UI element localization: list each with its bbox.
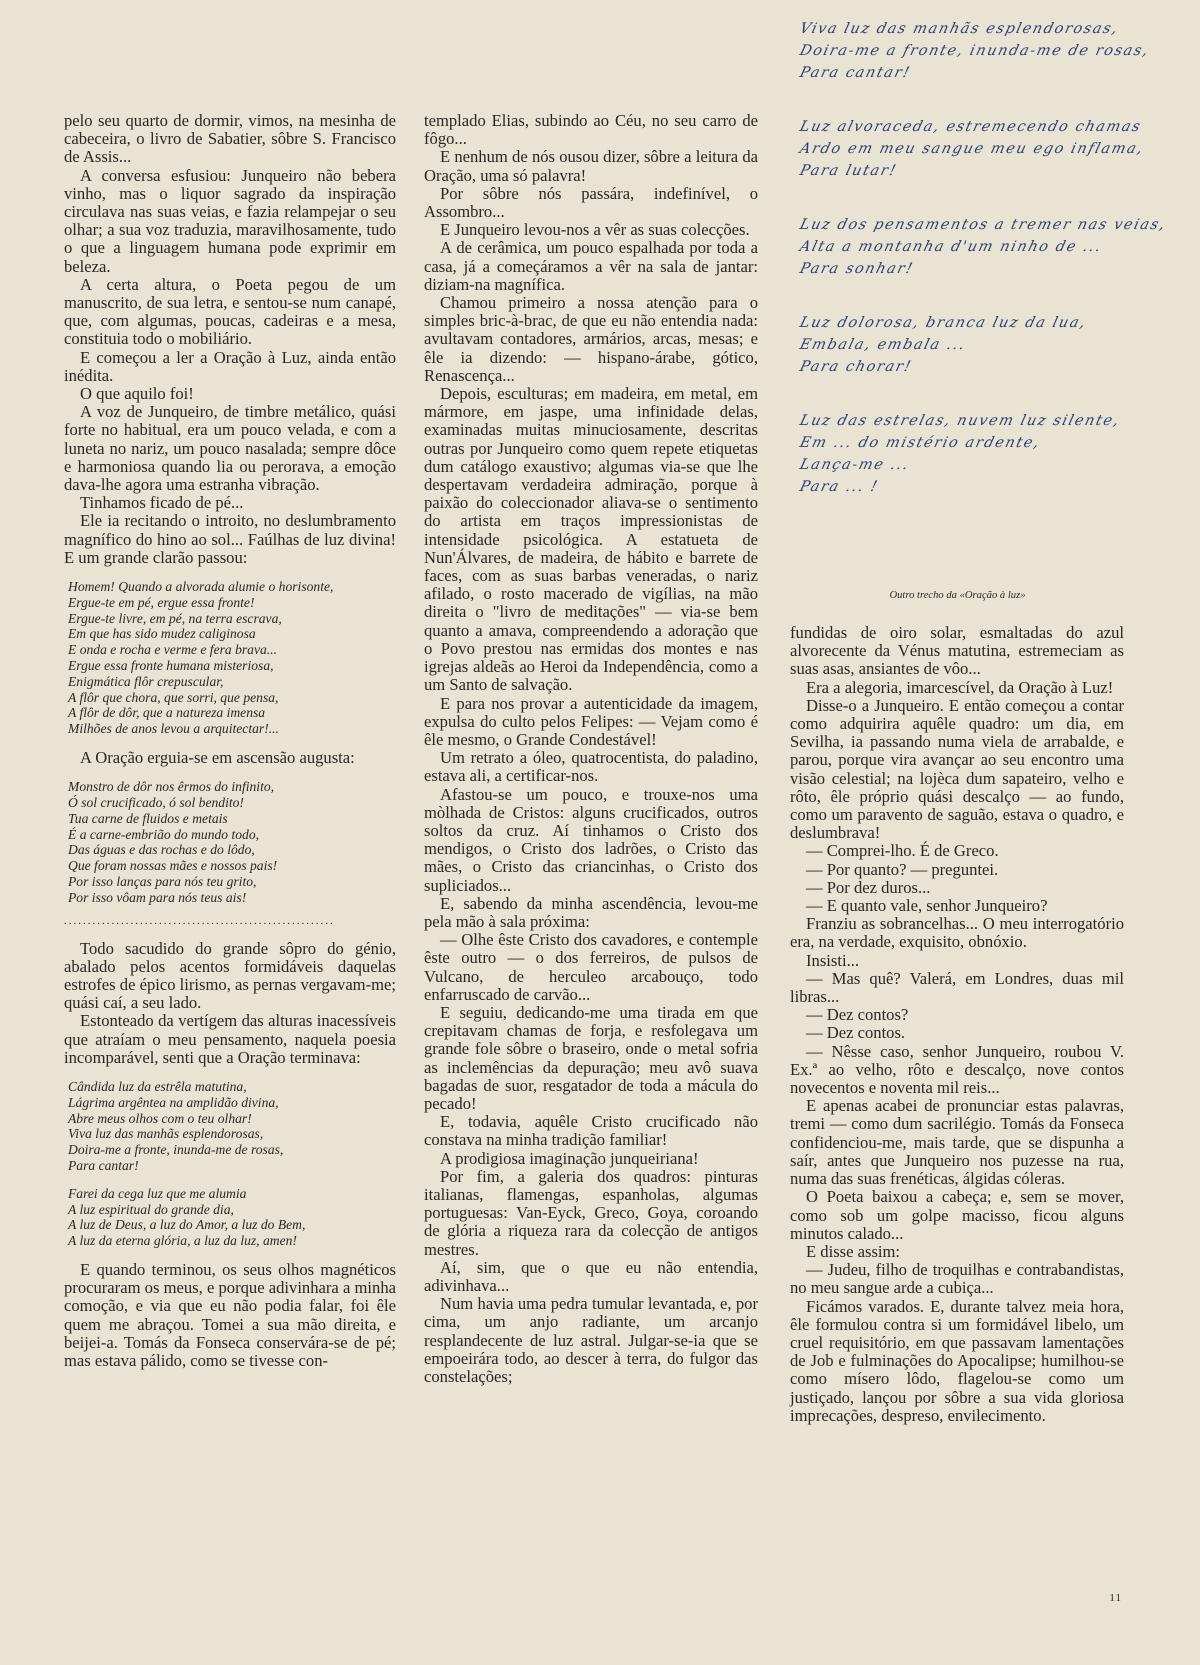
- verse-line: Farei da cega luz que me alumia: [68, 1185, 247, 1201]
- text-column-3: [790, 624, 1124, 1425]
- paragraph: Insisti...: [806, 950, 860, 970]
- paragraph: E, todavia, aquêle Cristo crucificado não constava na minha tradição familiar!: [424, 1112, 758, 1150]
- paragraph: Por fim, a galeria dos quadros: pinturas italianas, flamengas, espanholas, algumas portuguesas: Van-Eyck, Greco, Goya, coroando de glória a riqueza rara da colecção de antigos mestres.: [424, 1166, 758, 1259]
- handwritten-line: Alta a montanha d'um ninho de ...: [798, 239, 1104, 255]
- verse-line: Ergue-te livre, em pé, na terra escrava,: [68, 610, 282, 626]
- paragraph: Aí, sim, que o que eu não entendia, adivinhava...: [424, 1257, 758, 1295]
- handwritten-line: Em ... do mistério ardente,: [798, 435, 1043, 451]
- handwritten-line: Doira-me a fronte, inunda-me de rosas,: [798, 43, 1152, 59]
- paragraph: Tinhamos ficado de pé...: [80, 493, 244, 513]
- paragraph: — Judeu, filho de troquilhas e contrabandistas, no meu sangue arde a cubiça...: [790, 1260, 1124, 1298]
- paragraph: Ficámos varados. E, durante talvez meia hora, êle formulou contra si um formidável libelo, um cruel requisitório, em que passavam lamentações de Job e fulminações do Apocalipse; humilhou-se como mísero lôdo, flagelou-se como um justiçado, lançou por sôbre a sua vida gloriosa imprecações, despreso, envilecimento.: [790, 1296, 1124, 1425]
- verse-line: A flôr que chora, que sorri, que pensa,: [68, 689, 279, 705]
- verse-line: Monstro de dôr nos êrmos do infinito,: [68, 779, 275, 795]
- page-number: 11: [1109, 1592, 1122, 1604]
- poem-excerpt-4: [64, 1186, 396, 1249]
- handwritten-line: Ardo em meu sangue meu ego inflama,: [798, 141, 1146, 157]
- paragraph: E nenhum de nós ousou dizer, sôbre a leitura da Oração, uma só palavra!: [424, 147, 758, 185]
- poem-excerpt-2: [64, 779, 396, 905]
- paragraph: templado Elias, subindo ao Céu, no seu carro de fôgo...: [424, 111, 758, 149]
- handwritten-line: Luz alvoraceda, estremecendo chamas: [798, 119, 1144, 135]
- handwritten-line: Para chorar!: [798, 359, 914, 375]
- paragraph: Era a alegoria, imarcescível, da Oração à Luz!: [806, 677, 1114, 697]
- paragraph: E apenas acabei de pronunciar estas palavras, tremi — como dum sacrilégio. Tomás da Fonseca confidenciou-me, mais tarde, que se dispunha a saír, antes que Junqueiro nos puzesse na rua, numa das suas frenéticas, álgidas cóleras.: [790, 1096, 1124, 1189]
- paragraph: A prodigiosa imaginação junqueiriana!: [440, 1148, 699, 1168]
- verse-line: Viva luz das manhãs esplendorosas,: [68, 1126, 264, 1142]
- figure-caption: Outro trecho da «Oração à luz»: [889, 590, 1026, 601]
- handwritten-line: Viva luz das manhãs esplendorosas,: [798, 21, 1121, 37]
- verse-line: Ergue-te em pé, ergue essa fronte!: [68, 594, 255, 610]
- paragraph: Estonteado da vertígem das alturas inacessíveis que atraíam o meu pensamento, naquela poesia incomparável, senti que a Oração terminava:: [64, 1011, 396, 1067]
- verse-line: Ó sol crucificado, ó sol bendito!: [68, 795, 244, 811]
- text-column-1: [64, 112, 396, 1370]
- paragraph: Ele ia recitando o introito, no deslumbramento magnífico do hino ao sol... Faúlhas de luz divina! E um grande clarão passou:: [64, 511, 396, 567]
- paragraph: Depois, esculturas; em madeira, em metal, em mármore, em jaspe, uma infinidade delas, examinadas muitas minuciosamente, descritas outras por Junqueiro como quem repete etiquetas dum catálogo exaustivo; algumas via-se que lhe despertavam verdadeira admiração, porque à paixão do coleccionador aliava-se o sentimento do artista em traços impressionistas de intensidade psicológica. A estatueta de Nun'Álvares, de madeira, de hábito e barrete de faces, com as suas barbas veneradas, o nariz afilado, o rosto macerado de vigílias, na mão direita o "livro de meditações" — via-se bem quanto a amava, compreendendo a adoração que o Povo prestou nas ermidas dos montes e nas igrejas aldeãs ao Heroi da Independência, como a um Santo de salvação.: [424, 384, 758, 695]
- paragraph: A voz de Junqueiro, de timbre metálico, quási forte no habitual, era um pouco velada, e com a luneta no nariz, um pouco nasalada; sempre dôce e harmoniosa quando lia ou perorava, a emoção dava-lhe agora uma estranha vibração.: [64, 402, 396, 495]
- paragraph: Num havia uma pedra tumular levantada, e, por cima, um anjo radiante, um arcanjo resplandecente de luz astral. Julgar-se-ia que se empoeirára todo, ao descer à terra, do fulgor das constelações;: [424, 1294, 758, 1387]
- verse-line: Em que has sido mudez caliginosa: [68, 626, 256, 642]
- paragraph: O que aquilo foi!: [80, 384, 194, 404]
- verse-line: A luz de Deus, a luz do Amor, a luz do Bem,: [68, 1217, 306, 1233]
- paragraph: E, sabendo da minha ascendência, levou-me pela mão à sala próxima:: [424, 893, 758, 931]
- handwritten-line: Para sonhar!: [798, 261, 916, 277]
- paragraph: — Dez contos.: [806, 1023, 906, 1043]
- paragraph: — Nêsse caso, senhor Junqueiro, roubou V. Ex.ª ao velho, rôto e descalço, nove contos novecentos e noventa mil reis...: [790, 1041, 1124, 1098]
- paragraph: Chamou primeiro a nossa atenção para o simples bric-à-brac, de que eu não entendia nada: avultavam contadores, armários, arcas, mesas; e êle ia dizendo: — hispano-árabe, gótico, Renascença...: [424, 293, 758, 385]
- verse-line: E onda e rocha e verme e fera brava...: [68, 642, 278, 658]
- verse-line: É a carne-embrião do mundo todo,: [68, 826, 260, 842]
- paragraph: Disse-o a Junqueiro. E então começou a contar como adquirira aquêle quadro: um dia, em Sevilha, ia passando numa viela de arrabalde, e parou, porque vira avançar ao seu encontro uma visão celestial; na lojèca dum sapateiro, velho e rôto, êle próprio quási descalço — ao fundo, como um paravento de saguão, estava o quadro, e deslumbrava!: [790, 695, 1124, 843]
- paragraph: A de cerâmica, um pouco espalhada por toda a casa, já a começáramos a vêr na sala de jantar: diziam-na magnífica.: [424, 238, 758, 294]
- paragraph: E para nos provar a autenticidade da imagem, expulsa do culto pelos Felipes: — Vejam como é êle mesmo, o Grande Condestável!: [424, 693, 758, 749]
- paragraph: — Mas quê? Valerá, em Londres, duas mil libras...: [790, 968, 1124, 1007]
- paragraph: E Junqueiro levou-nos a vêr as suas colecções.: [440, 220, 750, 240]
- manuscript-stanza: [800, 312, 1195, 378]
- handwritten-line: Luz das estrelas, nuvem luz silente,: [798, 413, 1122, 429]
- handwritten-line: Lança-me ...: [798, 457, 912, 473]
- paragraph: O Poeta baixou a cabeça; e, sem se mover, como sob um golpe macisso, ficou alguns minutos calado...: [790, 1187, 1124, 1243]
- paragraph: A certa altura, o Poeta pegou de um manuscrito, de sua letra, e sentou-se num canapé, que, com algumas, poucas, cadeiras e a mesa, constituia todo o mobiliário.: [64, 274, 396, 349]
- verse-line: Tua carne de fluidos e metais: [68, 810, 228, 826]
- verse-line: Enigmática flôr crepuscular,: [68, 673, 224, 689]
- paragraph: Um retrato a óleo, quatrocentista, do paladino, estava ali, a certificar-nos.: [424, 748, 758, 786]
- verse-line: Lágrima argêntea na amplidão divina,: [68, 1094, 279, 1110]
- paragraph: A conversa esfusiou: Junqueiro não bebera vinho, mas o liquor sagrado da inspiração circulava nas suas veias, e fazia relampejar o seu olhar; a sua voz traduzia, maravilhosamente, tudo o que a linguagem humana pode exprimir em beleza.: [64, 165, 396, 276]
- paragraph: E começou a ler a Oração à Luz, ainda então inédita.: [64, 347, 396, 385]
- paragraph: pelo seu quarto de dormir, vimos, na mesinha de cabeceira, o livro de Sabatier, sôbre S. Francisco de Assis...: [64, 111, 396, 167]
- handwritten-line: Para ... !: [798, 479, 881, 495]
- paragraph: — Dez contos?: [806, 1005, 909, 1025]
- manuscript-stanza: [800, 214, 1195, 280]
- manuscript-facsimile: [800, 10, 1195, 580]
- text-column-2: [424, 112, 758, 1386]
- verse-line: Ergue essa fronte humana misteriosa,: [68, 658, 274, 674]
- paragraph: — Por dez duros...: [806, 877, 931, 897]
- paragraph: Todo sacudido do grande sôpro do génio, abalado pelos acentos formidáveis daquelas estrofes de épico lirismo, as pernas vergavam-me; quási caí, a seu lado.: [64, 938, 396, 1013]
- ellipsis-divider: .........................................................: [64, 914, 335, 927]
- paragraph: — Olhe êste Cristo dos cavadores, e contemple êste outro — o dos ferreiros, de pulsos de Vulcano, de herculeo arcabouço, todo enfarruscado de carvão...: [424, 930, 758, 1004]
- manuscript-stanza: [800, 410, 1195, 498]
- handwritten-line: Embala, embala ...: [798, 337, 968, 353]
- handwritten-line: Para lutar!: [798, 163, 899, 179]
- verse-line: Por isso vôam para nós teus ais!: [68, 889, 247, 905]
- handwritten-line: Luz dos pensamentos a tremer nas veias,: [798, 217, 1168, 233]
- poem-excerpt-1: [64, 579, 396, 737]
- verse-line: Que foram nossas mães e nossos pais!: [68, 858, 278, 874]
- paragraph: fundidas de oiro solar, esmaltadas do azul alvorecente da Vénus matutina, estremeciam as suas asas, ansiantes de vôo...: [790, 623, 1124, 679]
- verse-line: Doira-me a fronte, inunda-me de rosas,: [68, 1142, 284, 1158]
- manuscript-stanza: [800, 116, 1195, 182]
- paragraph: E disse assim:: [806, 1241, 901, 1261]
- verse-line: Por isso lanças para nós teu grito,: [68, 874, 257, 890]
- paragraph: A Oração erguia-se em ascensão augusta:: [80, 748, 355, 768]
- verse-line: Abre meus olhos com o teu olhar!: [68, 1110, 252, 1126]
- verse-line: Cândida luz da estrêla matutina,: [68, 1079, 247, 1095]
- poem-excerpt-3: [64, 1079, 396, 1174]
- verse-line: Das águas e das rochas e do lôdo,: [68, 842, 255, 858]
- paragraph: — Comprei-lho. É de Greco.: [806, 841, 999, 861]
- paragraph: E quando terminou, os seus olhos magnéticos procuraram os meus, e porque adivinhara a minha comoção, e via que eu não podia falar, foi êle quem me abraçou. Tomei a sua mão direita, e beijei-a. Tomás da Fonseca conservára-se de pé; mas estava pálido, como se tivesse con-: [64, 1260, 396, 1371]
- handwritten-line: Luz dolorosa, branca luz da lua,: [798, 315, 1089, 331]
- paragraph: Por sôbre nós passára, indefinível, o Assombro...: [424, 183, 758, 222]
- verse-line: Homem! Quando a alvorada alumie o horisonte,: [68, 579, 334, 595]
- paragraph: Afastou-se um pouco, e trouxe-nos uma mòlhada de Cristos: alguns crucificados, outros soltos da cruz. Aí tinhamos o Cristo dos mendigos, o Cristo dos ladrões, o Cristo das mães, o Cristo das criancinhas, o Cristo dos supliciados...: [424, 784, 758, 895]
- paragraph: E seguiu, dedicando-me uma tirada em que crepitavam chamas de forja, e resfolegava um grande fole sôbre o braseiro, onde o metal sofria as inclemências da depuração; meu avô suava bagadas de suor, resgatador de toda a mácula do pecado!: [424, 1002, 758, 1113]
- verse-line: Milhões de anos levou a arquitectar!...: [68, 721, 279, 737]
- paragraph: — Por quanto? — preguntei.: [806, 859, 999, 879]
- paragraph: Franziu as sobrancelhas... O meu interrogatório era, na verdade, exquisito, obnóxio.: [790, 914, 1124, 952]
- paragraph: — E quanto vale, senhor Junqueiro?: [806, 896, 1048, 916]
- handwritten-line: Para cantar!: [798, 65, 913, 81]
- verse-line: A luz da eterna glória, a luz da luz, amen!: [68, 1233, 297, 1249]
- verse-line: A luz espiritual do grande dia,: [68, 1201, 234, 1217]
- verse-line: Para cantar!: [68, 1158, 139, 1174]
- manuscript-stanza: [800, 18, 1195, 84]
- verse-line: A flôr de dôr, que a natureza imensa: [68, 705, 266, 721]
